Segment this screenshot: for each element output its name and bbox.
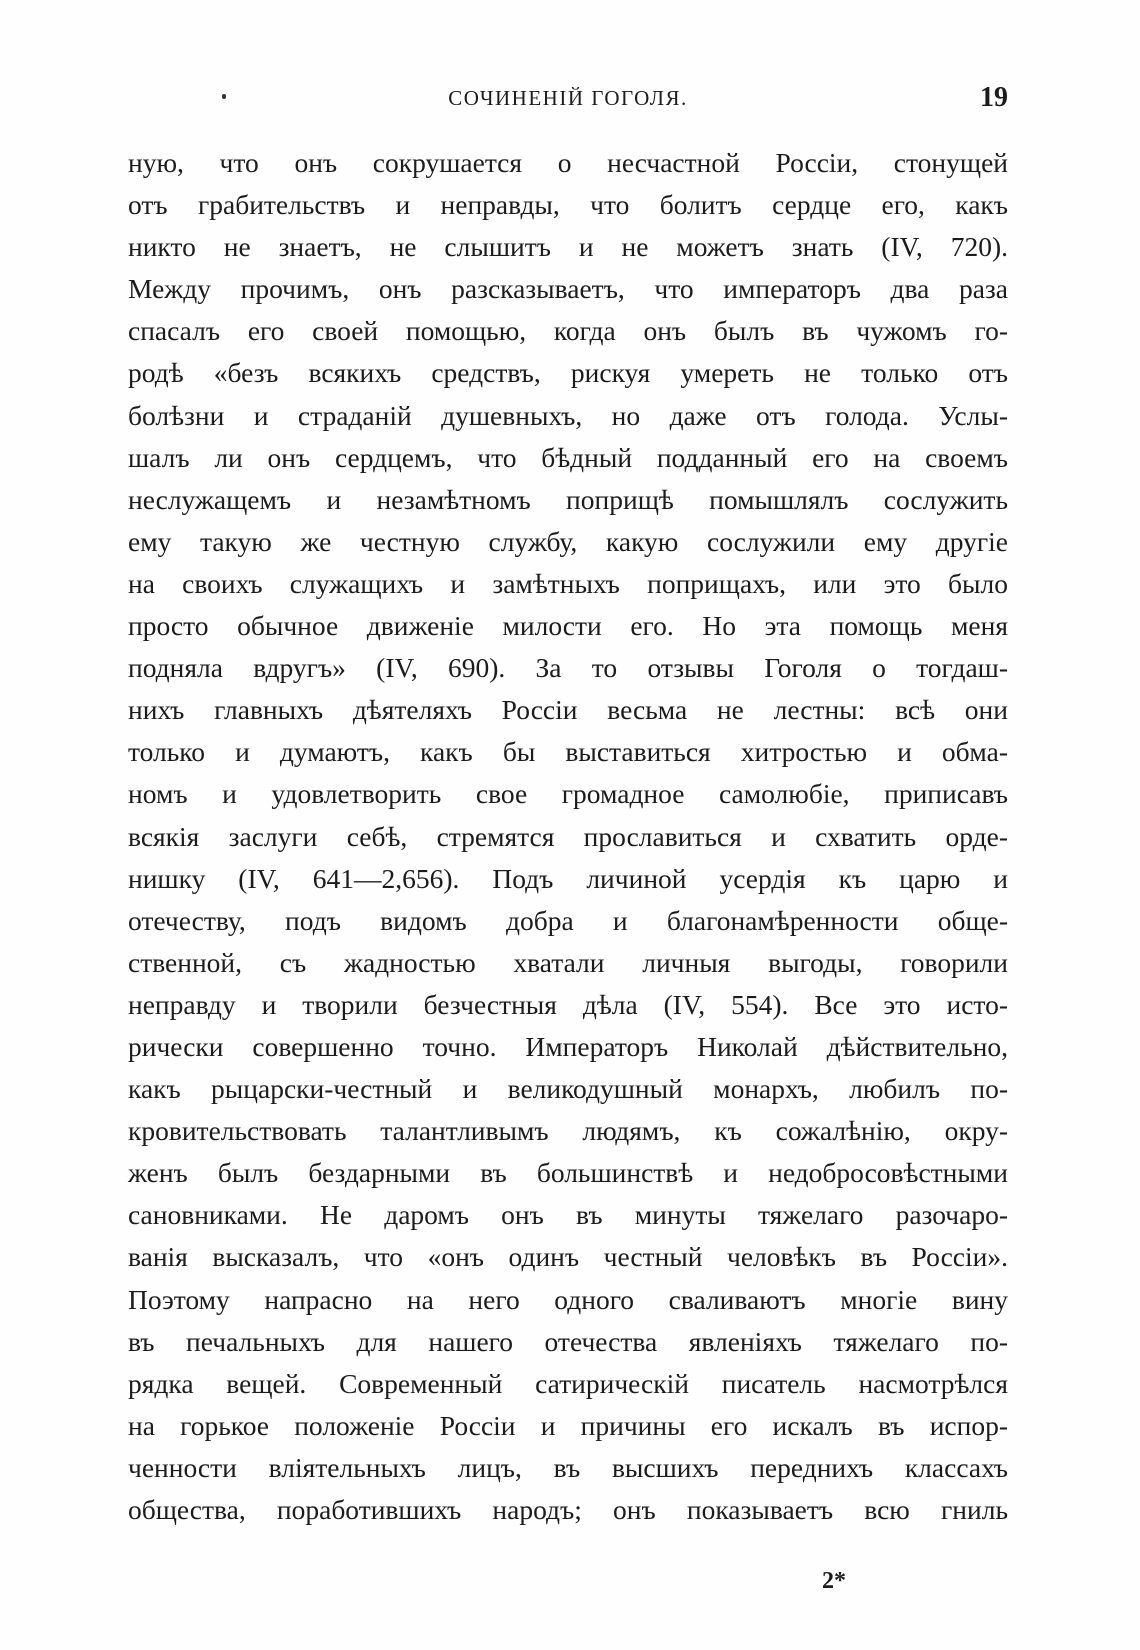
text-line: Поэтому напрасно на него одного сваливаютъ многіе вину xyxy=(128,1283,1008,1315)
text-line: отечеству, подъ видомъ добра и благонамѣренности обще- xyxy=(128,904,1008,936)
signature-mark: 2* xyxy=(822,1568,846,1594)
text-line: просто обычное движеніе милости его. Но эта помощь меня xyxy=(128,610,1008,642)
page-number: 19 xyxy=(980,82,1008,113)
text-line: ему такую же честную службу, какую сослужили ему другіе xyxy=(128,525,1008,557)
ink-speck xyxy=(222,94,226,99)
body-text xyxy=(128,142,1008,1531)
running-title: СОЧИНЕНІЙ ГОГОЛЯ. xyxy=(448,86,688,110)
text-line: рически совершенно точно. Императоръ Николай дѣйствительно, xyxy=(128,1030,1008,1062)
text-line: на своихъ служащихъ и замѣтныхъ поприщахъ, или это было xyxy=(128,567,1008,599)
text-line: какъ рыцарски-честный и великодушный монархъ, любилъ по- xyxy=(128,1073,1008,1105)
text-line: только и думаютъ, какъ бы выставиться хитростью и обма- xyxy=(128,736,1008,768)
running-head xyxy=(128,82,1008,126)
text-line: всякія заслуги себѣ, стремятся прославиться и схватить орде- xyxy=(128,820,1008,852)
text-line: Между прочимъ, онъ разсказываетъ, что императоръ два раза xyxy=(128,273,1008,305)
text-line: подняла вдругъ» (IV, 690). За то отзывы Гоголя о тогдаш- xyxy=(128,652,1008,684)
text-line: отъ грабительствъ и неправды, что болитъ сердце его, какъ xyxy=(128,189,1008,221)
text-line: ную, что онъ сокрушается о несчастной Россіи, стонущей xyxy=(128,147,1008,178)
text-line: сановниками. Не даромъ онъ въ минуты тяжелаго разочаро- xyxy=(128,1199,1008,1231)
text-line: кровительствовать талантливымъ людямъ, къ сожалѣнію, окру- xyxy=(128,1115,1008,1147)
text-line: общества, поработившихъ народъ; онъ показываетъ всю гниль xyxy=(128,1494,1008,1525)
text-line: спасалъ его своей помощью, когда онъ былъ въ чужомъ го- xyxy=(128,315,1008,347)
text-line: рядка вещей. Современный сатирическій писатель насмотрѣлся xyxy=(128,1367,1008,1399)
text-line: болѣзни и страданій душевныхъ, но даже отъ голода. Услы- xyxy=(128,399,1008,431)
text-line: на горькое положеніе Россіи и причины его искалъ въ испор- xyxy=(128,1409,1008,1441)
text-line: женъ былъ бездарными въ большинствѣ и недобросовѣстными xyxy=(128,1157,1008,1189)
text-line: родѣ «безъ всякихъ средствъ, рискуя умереть не только отъ xyxy=(128,357,1008,389)
text-line: нихъ главныхъ дѣятеляхъ Россіи весьма не лестны: всѣ они xyxy=(128,694,1008,726)
text-line: ственной, съ жадностью хватали личныя выгоды, говорили xyxy=(128,946,1008,978)
text-line: ванія высказалъ, что «онъ одинъ честный человѣкъ въ Россіи». xyxy=(128,1241,1008,1273)
text-line: шалъ ли онъ сердцемъ, что бѣдный подданный его на своемъ xyxy=(128,441,1008,473)
text-line: номъ и удовлетворить свое громадное самолюбіе, приписавъ xyxy=(128,778,1008,810)
text-line: никто не знаетъ, не слышитъ и не можетъ знать (IV, 720). xyxy=(128,231,1008,263)
text-line: ченности вліятельныхъ лицъ, въ высшихъ переднихъ классахъ xyxy=(128,1451,1008,1483)
text-line: нишку (IV, 641—2,656). Подъ личиной усердія къ царю и xyxy=(128,862,1008,894)
text-line: неправду и творили безчестныя дѣла (IV, 554). Все это исто- xyxy=(128,988,1008,1020)
text-line: въ печальныхъ для нашего отечества явленіяхъ тяжелаго по- xyxy=(128,1325,1008,1357)
text-line: неслужащемъ и незамѣтномъ поприщѣ помышлялъ сослужить xyxy=(128,483,1008,515)
